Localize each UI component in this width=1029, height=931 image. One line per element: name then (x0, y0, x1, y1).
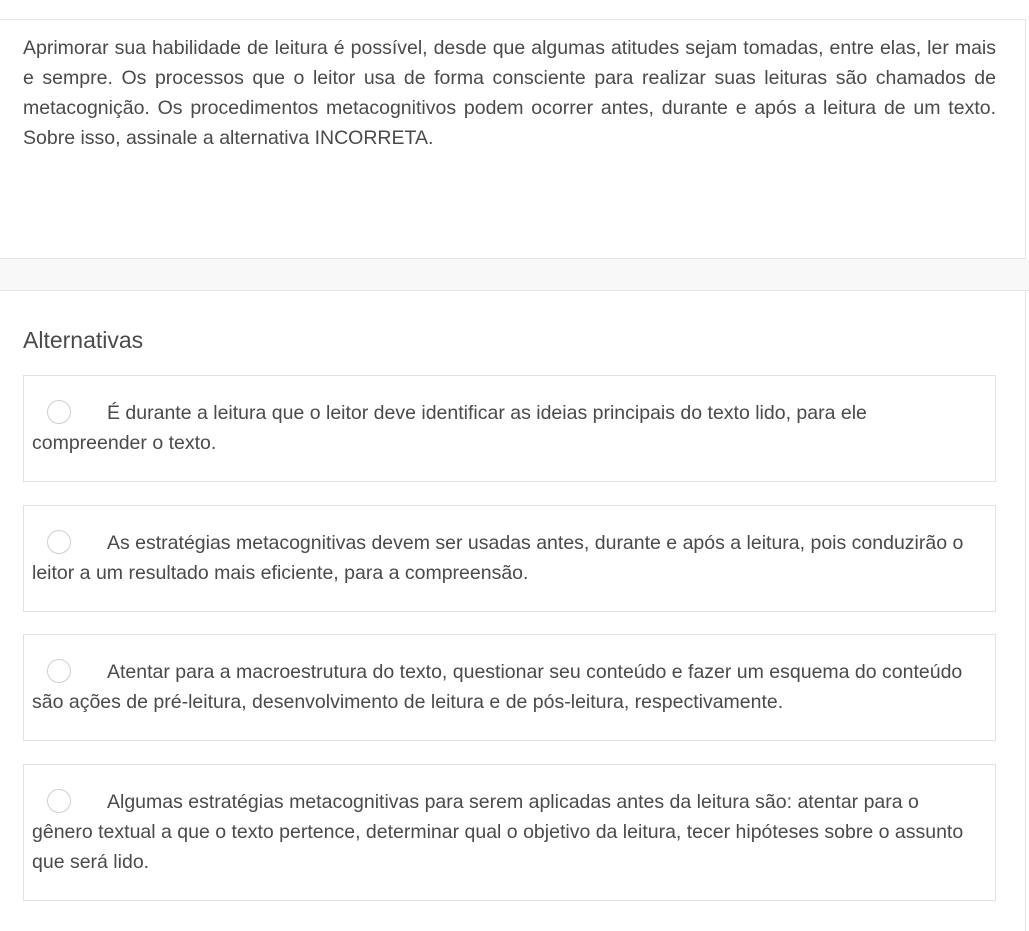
alternative-option-text: Algumas estratégias metacognitivas para serem aplicadas antes da leitura são: atentar para o gênero textual a que o texto pertence, determinar qual o objetivo da leitura, tecer hipóteses sobre o assunto que será lido. (32, 791, 964, 873)
alternative-option-text: É durante a leitura que o leitor deve identificar as ideias principais do texto lido, para ele compreender o texto. (32, 402, 867, 454)
alternative-option-4[interactable] (23, 764, 996, 901)
question-text: Aprimorar sua habilidade de leitura é possível, desde que algumas atitudes sejam tomadas, entre elas, ler mais e sempre. Os processos que o leitor usa de forma consciente para realizar suas leituras são chamados de metacognição. Os procedimentos metacognitivos podem ocorrer antes, durante e após a leitura de um texto. Sobre isso, assinale a alternativa INCORRETA. (23, 37, 996, 149)
alternative-option-text: As estratégias metacognitivas devem ser usadas antes, durante e após a leitura, pois conduzirão o leitor a um resultado mais eficiente, para a compreensão. (32, 532, 964, 584)
section-separator (0, 259, 1029, 291)
alternative-option-2[interactable] (23, 505, 996, 612)
alternatives-title: Alternativas (23, 327, 144, 353)
alternative-option-3[interactable] (23, 634, 996, 741)
alternative-option-1[interactable] (23, 375, 996, 482)
alternative-option-text: Atentar para a macroestrutura do texto, questionar seu conteúdo e fazer um esquema do conteúdo são ações de pré-leitura, desenvolvimento de leitura e de pós-leitura, respectivamente. (32, 661, 963, 713)
